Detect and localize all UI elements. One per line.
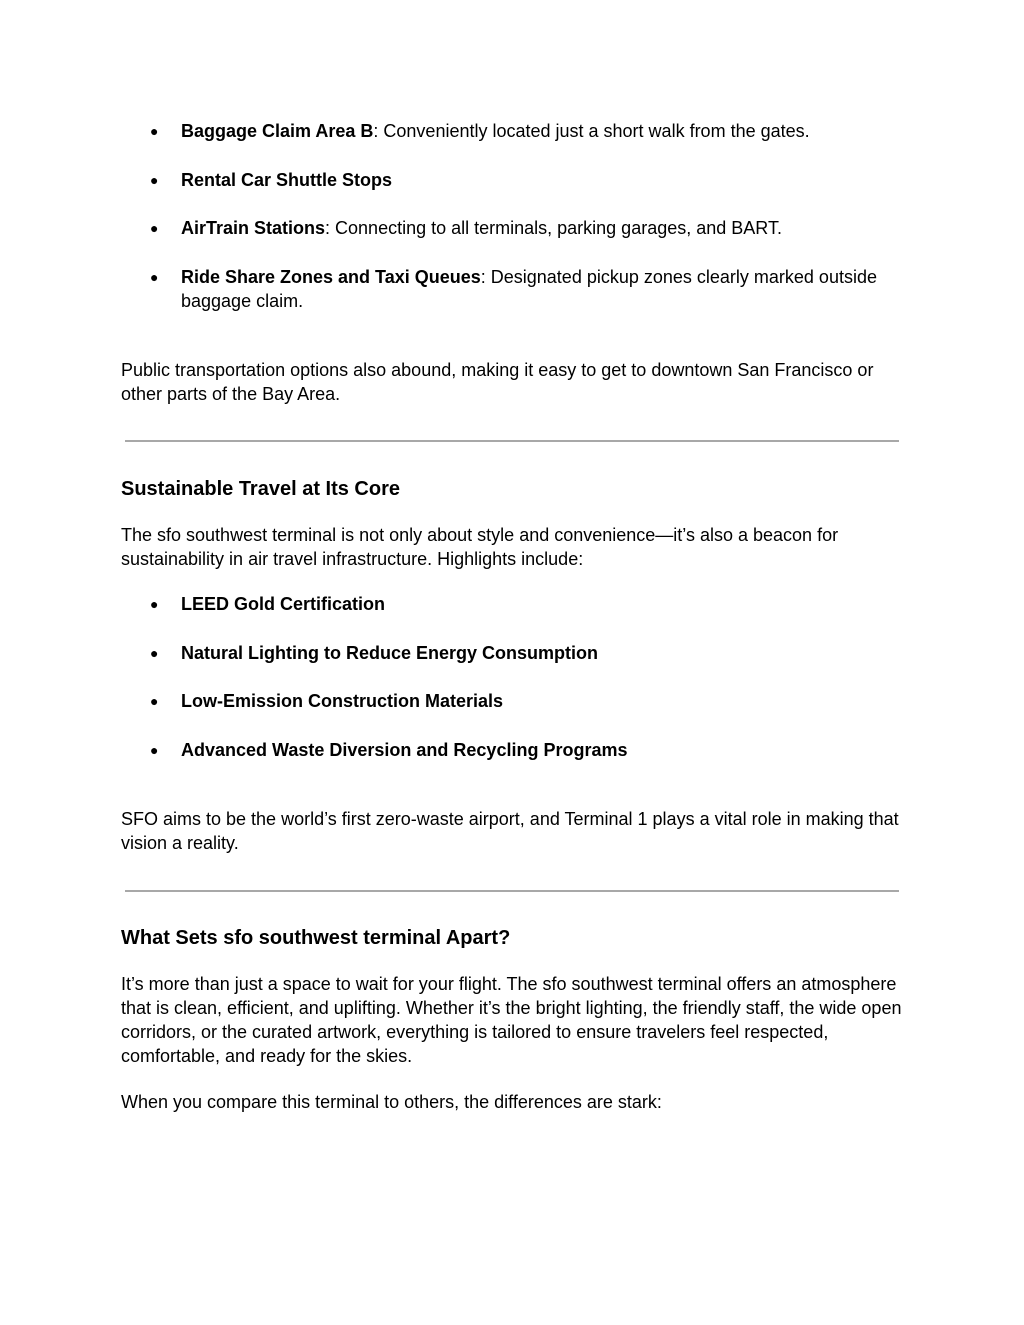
list-item-text: [181, 592, 901, 616]
bullet-icon: ●: [150, 172, 159, 188]
section-divider: [125, 890, 899, 892]
section-heading-apart: What Sets sfo southwest terminal Apart?: [121, 927, 511, 949]
list-item-bold: Baggage Claim Area B: [181, 121, 374, 141]
list-item-text: [181, 689, 901, 713]
list-item-bold: Ride Share Zones and Taxi Queues: [181, 267, 481, 287]
list-item-text: [181, 168, 901, 192]
list-item-bold: LEED Gold Certification: [181, 594, 386, 614]
list-item-bold: Low-Emission Construction Materials: [181, 691, 504, 711]
list-item-bold: Rental Car Shuttle Stops: [181, 170, 393, 190]
list-item-rest: : Designated pickup zones clearly marked outside baggage claim.: [181, 267, 877, 311]
apart-paragraph-2: When you compare this terminal to others, the differences are stark:: [121, 1092, 662, 1112]
list-item-text: [181, 738, 901, 762]
section-divider: [125, 440, 899, 442]
bullet-icon: ●: [150, 693, 159, 709]
list-item-bold: Natural Lighting to Reduce Energy Consumption: [181, 643, 599, 663]
list-item-rest: : Conveniently located just a short walk from the gates.: [373, 121, 810, 141]
bullet-icon: ●: [150, 645, 159, 661]
bullet-icon: ●: [150, 742, 159, 758]
list-item-rest: : Connecting to all terminals, parking garages, and BART.: [325, 218, 782, 238]
list-item-bold: AirTrain Stations: [181, 218, 326, 238]
apart-paragraph-1: It’s more than just a space to wait for your flight. The sfo southwest terminal offers an atmosphere that is clean, efficient, and uplifting. Whether it’s the bright lighting, the friendly staff, the wide open corridors, or the curated artwork, everything is tailored to ensure travelers feel respected, comfortable, and ready for the skies.: [121, 974, 902, 1066]
list-item-bold: Advanced Waste Diversion and Recycling Programs: [181, 740, 628, 760]
sustainable-intro: The sfo southwest terminal is not only about style and convenience—it’s also a beacon for sustainability in air travel infrastructure. Highlights include:: [121, 525, 839, 569]
list-item-text: [181, 216, 901, 240]
bullet-icon: ●: [150, 269, 159, 285]
list-item-text: [181, 641, 901, 665]
section-heading-sustainable: Sustainable Travel at Its Core: [121, 478, 400, 500]
list-item-text: [181, 265, 901, 313]
list-item-text: [181, 119, 901, 143]
bullet-icon: ●: [150, 220, 159, 236]
sustainable-outro: SFO aims to be the world’s first zero-waste airport, and Terminal 1 plays a vital role in making that vision a reality.: [121, 809, 899, 853]
bullet-icon: ●: [150, 596, 159, 612]
bullet-icon: ●: [150, 123, 159, 139]
transport-paragraph: Public transportation options also abound, making it easy to get to downtown San Francisco or other parts of the Bay Area.: [121, 360, 874, 404]
